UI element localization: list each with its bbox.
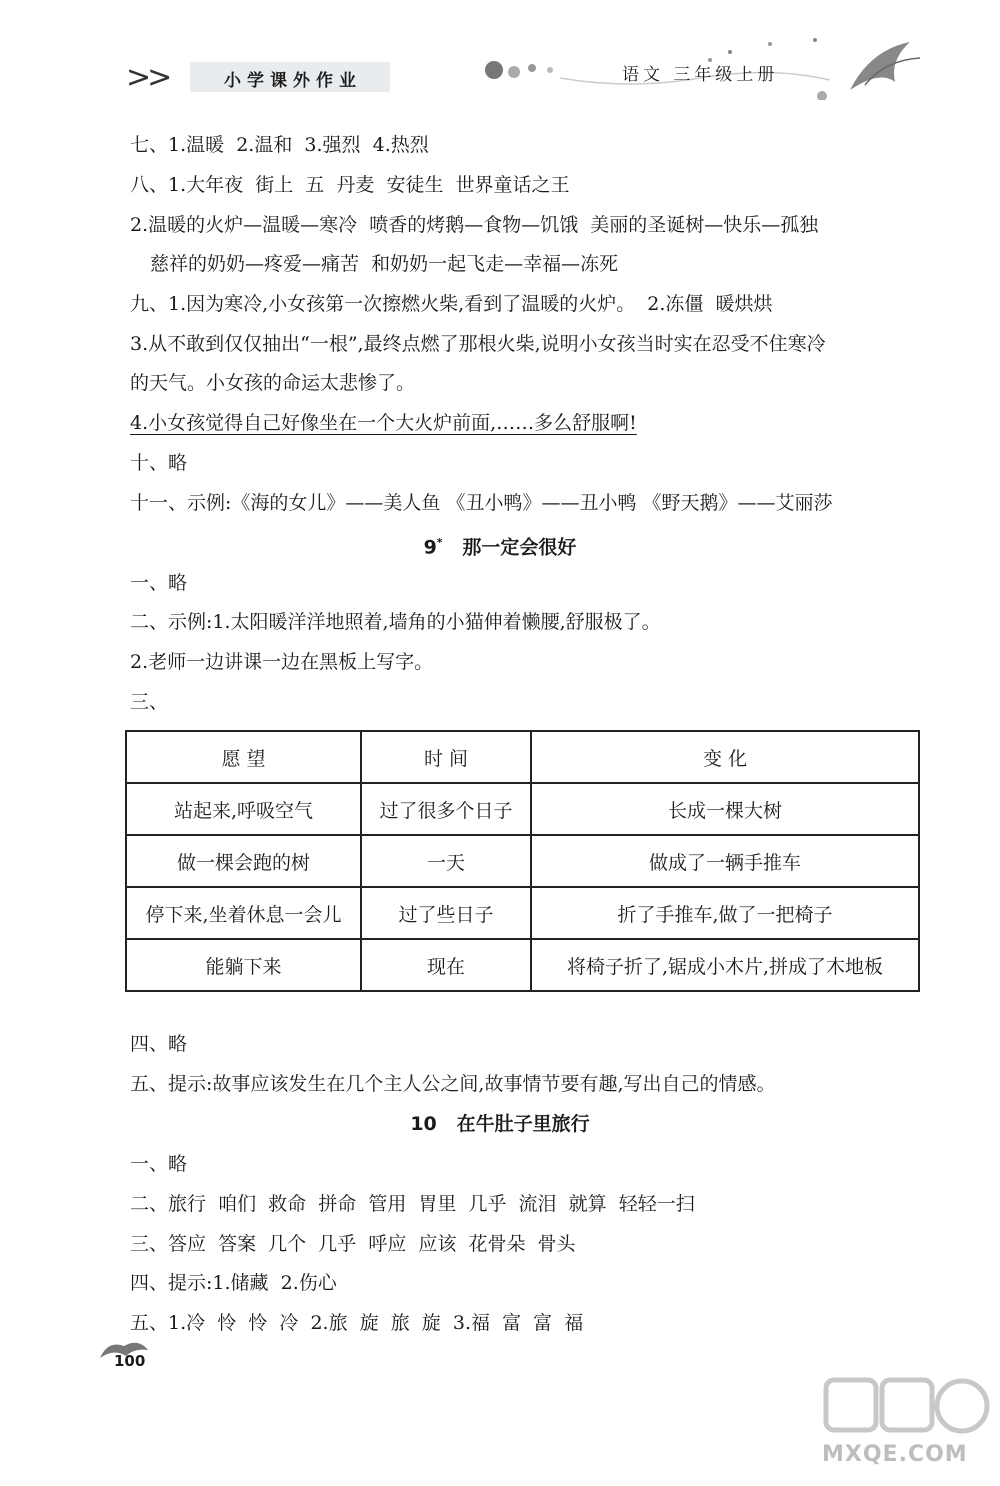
lesson-10-number: 10 (410, 1113, 437, 1135)
page-number: 100 (114, 1352, 146, 1370)
answer-line-10: 十、略 (130, 452, 188, 474)
answer-line-8-2a: 2.温暖的火炉—温暖—寒冷 喷香的烤鹅—食物—饥饿 美丽的圣诞树—快乐—孤独 (130, 214, 819, 236)
book-title: 小学课外作业 (224, 71, 362, 91)
lesson-9-q4: 四、略 (130, 1033, 188, 1055)
watermark-text: MXQE.COM (822, 1442, 968, 1467)
lesson-9-q5: 五、提示:故事应该发生在几个主人公之间,故事情节要有趣,写出自己的情感。 (130, 1073, 776, 1095)
lesson-9-number: 9 (423, 536, 437, 559)
lesson-9-q1: 一、略 (130, 572, 188, 594)
double-chevron-icon: >> (126, 60, 169, 95)
table-header-cell: 时 间 (361, 731, 531, 783)
page-number-badge (98, 1336, 150, 1372)
table-cell: 折了手推车,做了一把椅子 (531, 887, 919, 939)
answer-line-11: 十一、示例:《海的女儿》——美人鱼 《丑小鸭》——丑小鸭 《野天鹅》——艾丽莎 (130, 492, 833, 514)
table-cell: 能躺下来 (126, 939, 361, 991)
answer-line-9-4: 4.小女孩觉得自己好像坐在一个大火炉前面,……多么舒服啊! (130, 412, 637, 434)
answer-stamp-icon (822, 1370, 992, 1442)
page-header (0, 0, 1000, 110)
lesson-10-q5: 五、1.冷 怜 怜 冷 2.旅 旋 旅 旋 3.福 富 富 福 (130, 1312, 584, 1334)
answer-line-9-1: 九、1.因为寒冷,小女孩第一次擦燃火柴,看到了温暖的火炉。 2.冻僵 暖烘烘 (130, 293, 773, 315)
answer-line-7: 七、1.温暖 2.温和 3.强烈 4.热烈 (130, 134, 429, 156)
table-cell: 做成了一辆手推车 (531, 835, 919, 887)
answer-line-9-3a: 3.从不敢到仅仅抽出“一根”,最终点燃了那根火柴,说明小女孩当时实在忍受不住寒冷 (130, 333, 826, 355)
lesson-10-name: 在牛肚子里旅行 (456, 1113, 590, 1135)
table-cell: 过了很多个日子 (361, 783, 531, 835)
table-row (126, 887, 919, 939)
table-cell: 现在 (361, 939, 531, 991)
lesson-10-title (0, 1111, 1000, 1137)
lesson-9-q2a: 二、示例:1.太阳暖洋洋地照着,墙角的小猫伸着懒腰,舒服极了。 (130, 611, 661, 633)
table-row (126, 939, 919, 991)
lesson-10-q2: 二、旅行 咱们 救命 拼命 管用 胃里 几乎 流泪 就算 轻轻一扫 (130, 1193, 695, 1215)
lesson-9-star: * (436, 536, 443, 549)
table-cell: 停下来,坐着休息一会儿 (126, 887, 361, 939)
answer-line-8-1: 八、1.大年夜 街上 五 丹麦 安徒生 世界童话之王 (130, 174, 570, 196)
lesson-9-q2b: 2.老师一边讲课一边在黑板上写字。 (130, 651, 434, 673)
answer-line-8-2b: 慈祥的奶奶—疼爱—痛苦 和奶奶一起飞走—幸福—冻死 (150, 253, 619, 275)
lesson-10-q4: 四、提示:1.储藏 2.伤心 (130, 1272, 337, 1294)
table-row (126, 783, 919, 835)
answer-line-9-3b: 的天气。小女孩的命运太悲惨了。 (130, 372, 416, 394)
table-cell: 做一棵会跑的树 (126, 835, 361, 887)
lesson-10-q3: 三、答应 答案 几个 几乎 呼应 应该 花骨朵 骨头 (130, 1233, 576, 1255)
table-row (126, 835, 919, 887)
table-header-cell: 变 化 (531, 731, 919, 783)
table-header-row (126, 731, 919, 783)
lesson-9-table (125, 730, 920, 992)
table-header-cell: 愿 望 (126, 731, 361, 783)
table-cell: 长成一棵大树 (531, 783, 919, 835)
table-cell: 将椅子折了,锯成小木片,拼成了木地板 (531, 939, 919, 991)
lesson-10-q1: 一、略 (130, 1153, 188, 1175)
lesson-9-title (0, 530, 1000, 560)
table-cell: 一天 (361, 835, 531, 887)
subject-grade: 语文 三年级上册 (622, 65, 779, 85)
table-cell: 站起来,呼吸空气 (126, 783, 361, 835)
lesson-9-name: 那一定会很好 (462, 536, 577, 559)
table-cell: 过了些日子 (361, 887, 531, 939)
watermark-logo (822, 1370, 992, 1480)
lesson-9-q3: 三、 (130, 691, 169, 713)
